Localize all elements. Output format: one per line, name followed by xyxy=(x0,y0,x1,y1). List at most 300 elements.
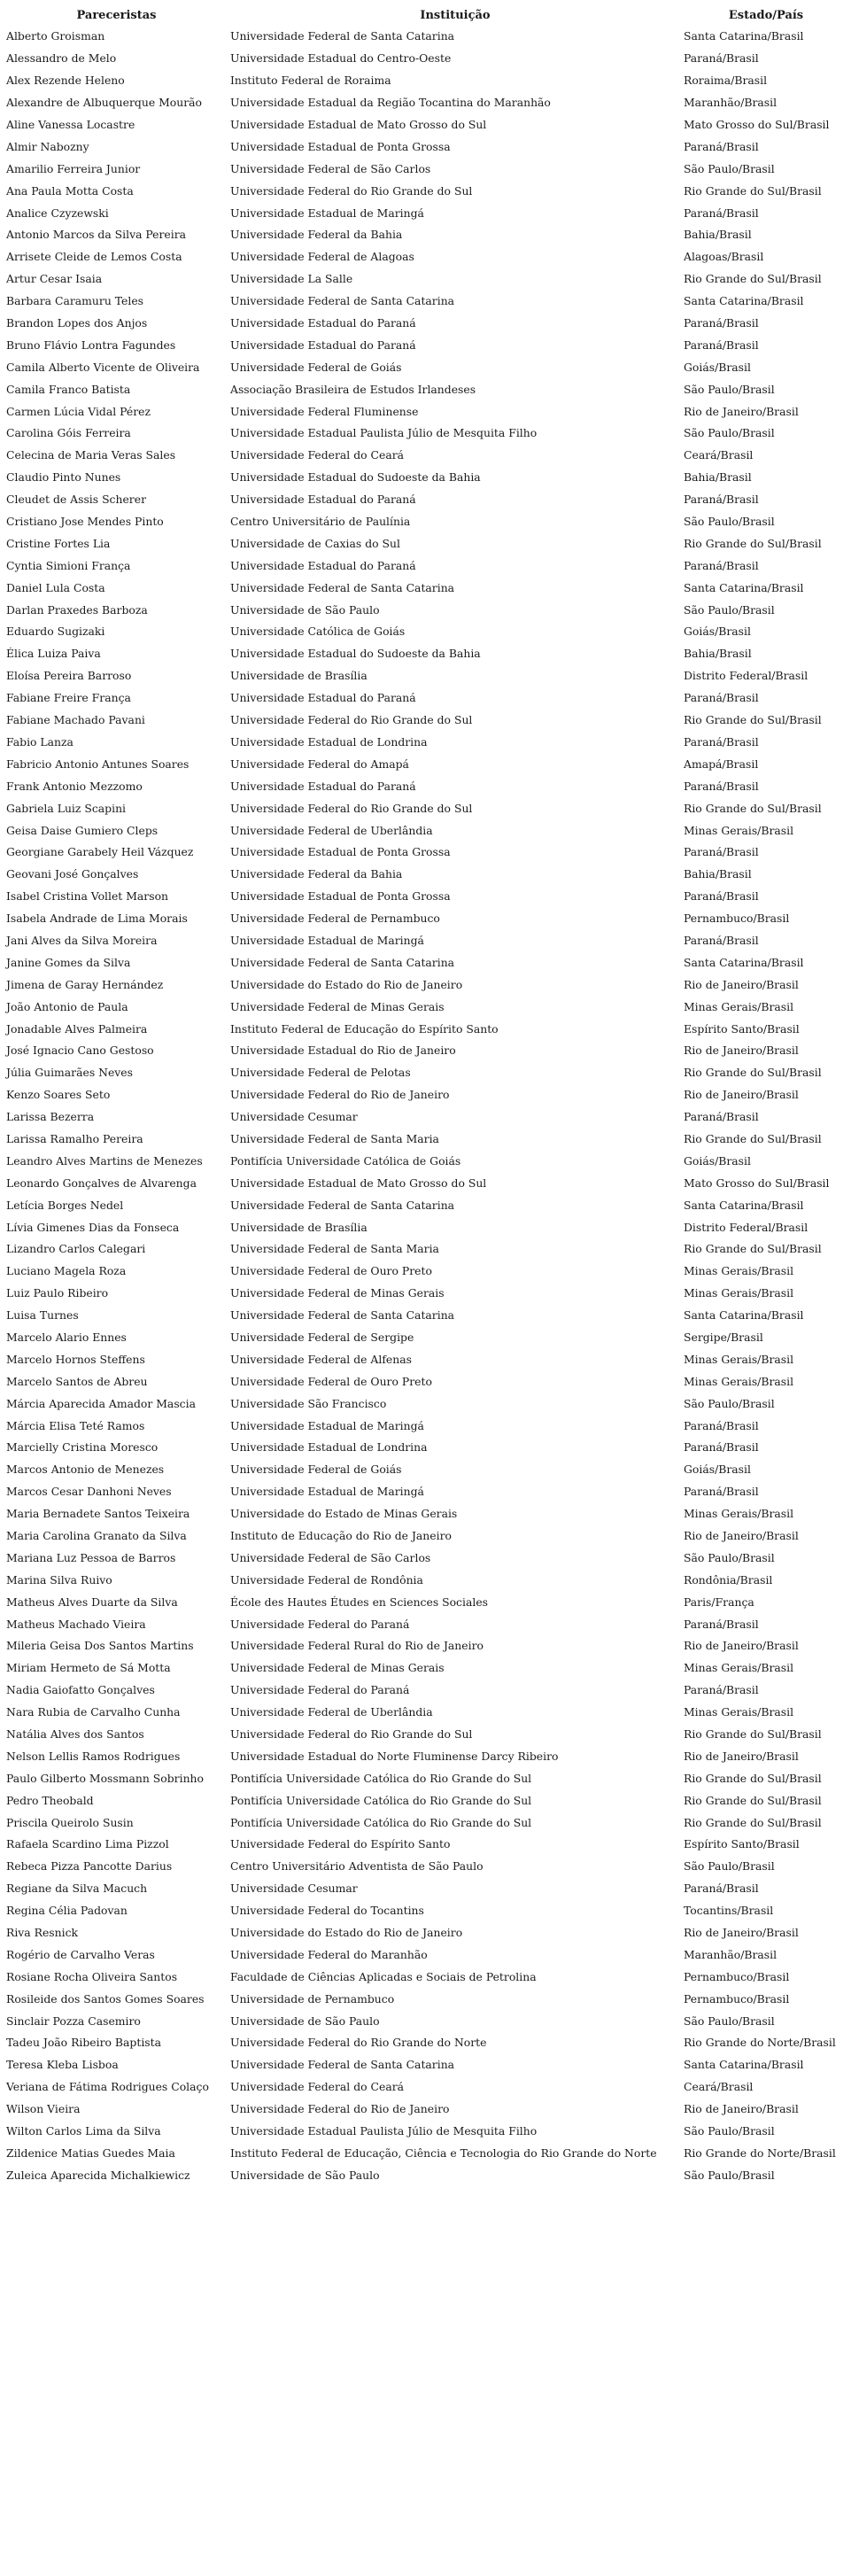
table-row xyxy=(4,864,850,886)
reviewer-name-cell: Isabela Andrade de Lima Morais xyxy=(6,912,188,926)
institution-cell: Universidade Federal de Goiás xyxy=(230,1463,402,1477)
table-row xyxy=(4,356,850,378)
institution-cell: Universidade Estadual do Centro-Oeste xyxy=(230,51,452,66)
reviewer-name-cell: Teresa Kleba Lisboa xyxy=(6,2058,119,2072)
state-country-cell: Rio de Janeiro/Brasil xyxy=(684,1529,799,1542)
table-row xyxy=(4,1547,850,1569)
reviewer-name-cell: Tadeu João Ribeiro Baptista xyxy=(6,2036,162,2050)
reviewer-name-cell: Camila Alberto Vicente de Oliveira xyxy=(6,360,200,374)
institution-cell: Instituto de Educação do Rio de Janeiro xyxy=(230,1529,452,1542)
state-country-cell: Minas Gerais/Brasil xyxy=(684,1661,794,1675)
reviewer-name-cell: Jani Alves da Silva Moreira xyxy=(6,933,158,947)
table-row xyxy=(4,1745,850,1767)
reviewer-name-cell: Marcelo Hornos Steffens xyxy=(6,1352,145,1366)
institution-cell: Universidade Estadual do Sudoeste da Bahia xyxy=(230,647,481,661)
reviewer-name-cell: Fabiane Freire França xyxy=(6,691,131,705)
table-row xyxy=(4,732,850,754)
institution-cell: Universidade Federal de Santa Maria xyxy=(230,1131,439,1145)
reviewer-name-cell: Marcielly Cristina Moresco xyxy=(6,1440,159,1455)
header-institution: Instituição xyxy=(420,9,491,22)
table-row xyxy=(4,1702,850,1724)
state-country-cell: Rio Grande do Sul/Brasil xyxy=(684,1131,822,1145)
table-row xyxy=(4,246,850,268)
table-row xyxy=(4,797,850,819)
reviewer-name-cell: Paulo Gilberto Mossmann Sobrinho xyxy=(6,1771,204,1785)
reviewer-name-cell: Pedro Theobald xyxy=(6,1793,94,1807)
reviewer-name-cell: Lívia Gimenes Dias da Fonseca xyxy=(6,1220,180,1234)
institution-cell: Universidade Estadual do Paraná xyxy=(230,316,416,330)
institution-cell: Universidade Estadual de Mato Grosso do Sul xyxy=(230,118,487,131)
state-country-cell: Paraná/Brasil xyxy=(684,933,759,947)
institution-cell: Universidade do Estado do Rio de Janeiro xyxy=(230,1926,463,1940)
state-country-cell: São Paulo/Brasil xyxy=(684,1859,775,1874)
reviewer-name-cell: Nelson Lellis Ramos Rodrigues xyxy=(6,1749,181,1763)
institution-cell: Universidade Católica de Goiás xyxy=(230,625,406,639)
table-row xyxy=(4,1789,850,1812)
reviewer-name-cell: Barbara Caramuru Teles xyxy=(6,294,144,308)
state-country-cell: Ceará/Brasil xyxy=(684,448,754,462)
table-row xyxy=(4,1216,850,1238)
reviewer-name-cell: Maria Carolina Granato da Silva xyxy=(6,1529,187,1542)
state-country-cell: Rio de Janeiro/Brasil xyxy=(684,1639,799,1653)
institution-cell: Universidade de São Paulo xyxy=(230,2168,380,2182)
reviewer-name-cell: Kenzo Soares Seto xyxy=(6,1088,111,1102)
header-state-country: Estado/País xyxy=(728,9,804,22)
state-country-cell: São Paulo/Brasil xyxy=(684,382,775,396)
state-country-cell: Rio Grande do Sul/Brasil xyxy=(684,1727,822,1742)
state-country-cell: Paraná/Brasil xyxy=(684,691,759,705)
institution-cell: Universidade Federal do Rio Grande do Sul xyxy=(230,713,473,727)
reviewer-name-cell: Arrisete Cleide de Lemos Costa xyxy=(6,250,182,264)
state-country-cell: Minas Gerais/Brasil xyxy=(684,1507,794,1521)
table-row xyxy=(4,1812,850,1834)
institution-cell: Universidade Estadual de Ponta Grossa xyxy=(230,845,451,859)
institution-cell: Universidade Federal do Rio Grande do Norte xyxy=(230,2036,487,2050)
table-row xyxy=(4,1657,850,1680)
table-row xyxy=(4,2121,850,2143)
reviewer-name-cell: Frank Antonio Mezzomo xyxy=(6,779,143,793)
institution-cell: Universidade Estadual da Região Tocantina do Maranhão xyxy=(230,96,551,110)
state-country-cell: Distrito Federal/Brasil xyxy=(684,1220,808,1234)
state-country-cell: Paraná/Brasil xyxy=(684,1617,759,1631)
reviewer-name-cell: Mariana Luz Pessoa de Barros xyxy=(6,1550,176,1564)
reviewer-name-cell: Larissa Bezerra xyxy=(6,1110,95,1124)
institution-cell: Universidade Federal de Santa Catarina xyxy=(230,294,455,308)
state-country-cell: Minas Gerais/Brasil xyxy=(684,1374,794,1388)
reviewer-name-cell: Antonio Marcos da Silva Pereira xyxy=(6,228,187,242)
reviewer-name-cell: Camila Franco Batista xyxy=(6,382,131,396)
table-row xyxy=(4,687,850,710)
reviewer-name-cell: Luisa Turnes xyxy=(6,1308,79,1323)
state-country-cell: Rio de Janeiro/Brasil xyxy=(684,1749,799,1763)
table-row xyxy=(4,996,850,1018)
table-row xyxy=(4,532,850,555)
reviewer-name-cell: Nara Rubia de Carvalho Cunha xyxy=(6,1705,181,1719)
reviewer-name-cell: Jimena de Garay Hernández xyxy=(6,977,164,991)
reviewer-name-cell: Georgiane Garabely Heil Vázquez xyxy=(6,845,194,859)
institution-cell: Instituto Federal de Educação, Ciência e Tecnologia do Rio Grande do Norte xyxy=(230,2145,657,2160)
reviewer-name-cell: Rebeca Pizza Pancotte Darius xyxy=(6,1859,173,1874)
reviewer-name-cell: Cleudet de Assis Scherer xyxy=(6,493,146,507)
state-country-cell: São Paulo/Brasil xyxy=(684,1396,775,1410)
institution-cell: Universidade Federal da Bahia xyxy=(230,867,403,881)
reviewer-name-cell: Darlan Praxedes Barboza xyxy=(6,602,148,617)
table-row xyxy=(4,2164,850,2186)
reviewer-name-cell: Regina Célia Padovan xyxy=(6,1904,128,1918)
table-row xyxy=(4,1459,850,1481)
state-country-cell: Pernambuco/Brasil xyxy=(684,912,790,926)
institution-cell: Universidade Federal do Espírito Santo xyxy=(230,1837,451,1851)
institution-cell: Centro Universitário de Paulínia xyxy=(230,515,411,529)
reviewer-name-cell: Wilton Carlos Lima da Silva xyxy=(6,2124,161,2138)
institution-cell: Universidade Estadual Paulista Júlio de Mesquita Filho xyxy=(230,426,538,440)
institution-cell: Pontifícia Universidade Católica do Rio Grande do Sul xyxy=(230,1771,532,1785)
institution-cell: Universidade Federal de Pelotas xyxy=(230,1066,411,1080)
reviewer-name-cell: José Ignacio Cano Gestoso xyxy=(6,1044,154,1058)
institution-cell: École des Hautes Études en Sciences Sociales xyxy=(230,1594,489,1609)
institution-cell: Universidade Federal do Amapá xyxy=(230,757,409,771)
state-country-cell: Rio Grande do Sul/Brasil xyxy=(684,272,822,286)
table-row xyxy=(4,400,850,423)
state-country-cell: Pernambuco/Brasil xyxy=(684,1991,790,2006)
state-country-cell: Santa Catarina/Brasil xyxy=(684,2058,804,2072)
reviewer-name-cell: Alessandro de Melo xyxy=(6,51,117,66)
table-row xyxy=(4,1305,850,1327)
state-country-cell: Paraná/Brasil xyxy=(684,493,759,507)
institution-cell: Universidade Federal de Alagoas xyxy=(230,250,414,264)
state-country-cell: Paraná/Brasil xyxy=(684,734,759,749)
institution-cell: Universidade Estadual de Ponta Grossa xyxy=(230,139,451,153)
institution-cell: Universidade Federal do Ceará xyxy=(230,2080,405,2094)
reviewer-name-cell: Fabricio Antonio Antunes Soares xyxy=(6,757,190,771)
state-country-cell: Rio de Janeiro/Brasil xyxy=(684,1044,799,1058)
table-row xyxy=(4,1172,850,1194)
state-country-cell: Rio Grande do Sul/Brasil xyxy=(684,1815,822,1829)
institution-cell: Universidade Estadual do Paraná xyxy=(230,691,416,705)
state-country-cell: Paraná/Brasil xyxy=(684,1110,759,1124)
reviewer-name-cell: Riva Resnick xyxy=(6,1926,79,1940)
state-country-cell: Bahia/Brasil xyxy=(684,228,752,242)
state-country-cell: Paraná/Brasil xyxy=(684,316,759,330)
institution-cell: Universidade Federal de Uberlândia xyxy=(230,823,433,837)
reviewer-name-cell: Analice Czyzewski xyxy=(6,206,109,220)
table-row xyxy=(4,1481,850,1503)
table-row xyxy=(4,1106,850,1129)
table-row xyxy=(4,1437,850,1459)
table-row xyxy=(4,1635,850,1657)
institution-cell: Universidade Federal do Rio Grande do Sul xyxy=(230,801,473,815)
institution-cell: Universidade Federal de Rondônia xyxy=(230,1572,423,1587)
table-row xyxy=(4,599,850,621)
state-country-cell: Minas Gerais/Brasil xyxy=(684,823,794,837)
state-country-cell: Roraima/Brasil xyxy=(684,74,768,88)
table-row xyxy=(4,2054,850,2076)
state-country-cell: Santa Catarina/Brasil xyxy=(684,580,804,594)
state-country-cell: Pernambuco/Brasil xyxy=(684,1969,790,1983)
table-row xyxy=(4,224,850,246)
state-country-cell: Santa Catarina/Brasil xyxy=(684,955,804,969)
reviewer-name-cell: Celecina de Maria Veras Sales xyxy=(6,448,176,462)
reviewer-name-cell: Fabiane Machado Pavani xyxy=(6,713,145,727)
reviewer-name-cell: Priscila Queirolo Susin xyxy=(6,1815,134,1829)
state-country-cell: Paraná/Brasil xyxy=(684,558,759,572)
institution-cell: Universidade Federal de Minas Gerais xyxy=(230,1661,445,1675)
table-row xyxy=(4,180,850,202)
institution-cell: Universidade Federal de Ouro Preto xyxy=(230,1264,432,1278)
table-row xyxy=(4,753,850,775)
reviewer-name-cell: Regiane da Silva Macuch xyxy=(6,1882,148,1896)
state-country-cell: Paraná/Brasil xyxy=(684,206,759,220)
reviewer-name-cell: Leonardo Gonçalves de Alvarenga xyxy=(6,1175,197,1190)
table-row xyxy=(4,511,850,533)
institution-cell: Pontifícia Universidade Católica de Goiás xyxy=(230,1153,461,1168)
state-country-cell: Ceará/Brasil xyxy=(684,2080,754,2094)
table-row xyxy=(4,70,850,92)
table-row xyxy=(4,1084,850,1106)
table-row xyxy=(4,1900,850,1922)
reviewer-name-cell: Larissa Ramalho Pereira xyxy=(6,1131,143,1145)
table-body xyxy=(4,26,850,2186)
reviewer-name-cell: Alberto Groisman xyxy=(6,29,105,43)
reviewer-name-cell: Janine Gomes da Silva xyxy=(6,955,131,969)
reviewer-name-cell: Natália Alves dos Santos xyxy=(6,1727,144,1742)
institution-cell: Centro Universitário Adventista de São Paulo xyxy=(230,1859,484,1874)
state-country-cell: Rondônia/Brasil xyxy=(684,1572,773,1587)
institution-cell: Universidade Estadual de Ponta Grossa xyxy=(230,889,451,904)
reviewer-name-cell: Leandro Alves Martins de Menezes xyxy=(6,1153,203,1168)
table-row xyxy=(4,1018,850,1040)
table-row xyxy=(4,775,850,797)
state-country-cell: Paraná/Brasil xyxy=(684,1418,759,1432)
state-country-cell: Maranhão/Brasil xyxy=(684,96,778,110)
institution-cell: Universidade Estadual do Sudoeste da Bahia xyxy=(230,470,481,485)
reviewer-name-cell: Eloísa Pereira Barroso xyxy=(6,669,132,683)
state-country-cell: Rio Grande do Sul/Brasil xyxy=(684,183,822,198)
table-row xyxy=(4,1680,850,1702)
institution-cell: Universidade Federal do Rio Grande do Sul xyxy=(230,183,473,198)
state-country-cell: Minas Gerais/Brasil xyxy=(684,999,794,1013)
state-country-cell: Minas Gerais/Brasil xyxy=(684,1264,794,1278)
state-country-cell: Rio de Janeiro/Brasil xyxy=(684,1088,799,1102)
state-country-cell: Santa Catarina/Brasil xyxy=(684,1308,804,1323)
reviewer-name-cell: Júlia Guimarães Neves xyxy=(6,1066,133,1080)
table-row xyxy=(4,268,850,291)
institution-cell: Universidade de São Paulo xyxy=(230,2013,380,2028)
reviewer-name-cell: Zuleica Aparecida Michalkiewicz xyxy=(6,2168,190,2182)
reviewer-name-cell: Carmen Lúcia Vidal Pérez xyxy=(6,404,151,418)
reviewer-name-cell: Brandon Lopes dos Anjos xyxy=(6,316,148,330)
institution-cell: Universidade La Salle xyxy=(230,272,353,286)
reviewer-name-cell: Marina Silva Ruivo xyxy=(6,1572,112,1587)
institution-cell: Universidade Cesumar xyxy=(230,1882,358,1896)
table-row xyxy=(4,158,850,180)
reviewer-name-cell: Geovani José Gonçalves xyxy=(6,867,139,881)
state-country-cell: Minas Gerais/Brasil xyxy=(684,1352,794,1366)
institution-cell: Pontifícia Universidade Católica do Rio Grande do Sul xyxy=(230,1793,532,1807)
state-country-cell: Maranhão/Brasil xyxy=(684,1947,778,1961)
reviewer-name-cell: Artur Cesar Isaia xyxy=(6,272,103,286)
institution-cell: Universidade Estadual do Paraná xyxy=(230,779,416,793)
reviewer-name-cell: João Antonio de Paula xyxy=(6,999,128,1013)
institution-cell: Universidade Federal do Rio de Janeiro xyxy=(230,1088,450,1102)
state-country-cell: Goiás/Brasil xyxy=(684,1463,751,1477)
institution-cell: Universidade de Caxias do Sul xyxy=(230,536,400,550)
state-country-cell: Bahia/Brasil xyxy=(684,867,752,881)
table-row xyxy=(4,1988,850,2010)
state-country-cell: Minas Gerais/Brasil xyxy=(684,1286,794,1300)
state-country-cell: Paraná/Brasil xyxy=(684,845,759,859)
table-row xyxy=(4,1525,850,1548)
header-reviewers: Pareceristas xyxy=(76,9,157,22)
table-row xyxy=(4,1261,850,1283)
state-country-cell: Bahia/Brasil xyxy=(684,647,752,661)
reviewer-name-cell: Wilson Vieira xyxy=(6,2102,81,2116)
institution-cell: Universidade Federal de Goiás xyxy=(230,360,402,374)
institution-cell: Universidade Estadual do Paraná xyxy=(230,558,416,572)
institution-cell: Universidade Federal da Bahia xyxy=(230,228,403,242)
state-country-cell: Rio de Janeiro/Brasil xyxy=(684,977,799,991)
table-row xyxy=(4,643,850,665)
institution-cell: Universidade do Estado do Rio de Janeiro xyxy=(230,977,463,991)
state-country-cell: Goiás/Brasil xyxy=(684,1153,751,1168)
state-country-cell: Rio Grande do Sul/Brasil xyxy=(684,1793,822,1807)
state-country-cell: Rio Grande do Sul/Brasil xyxy=(684,801,822,815)
state-country-cell: Rio Grande do Sul/Brasil xyxy=(684,1242,822,1256)
state-country-cell: Mato Grosso do Sul/Brasil xyxy=(684,118,830,131)
table-row xyxy=(4,378,850,400)
table-row xyxy=(4,1613,850,1635)
institution-cell: Universidade Estadual de Maringá xyxy=(230,933,424,947)
institution-cell: Universidade Federal de Santa Catarina xyxy=(230,1308,455,1323)
institution-cell: Universidade de Brasília xyxy=(230,669,367,683)
state-country-cell: São Paulo/Brasil xyxy=(684,2124,775,2138)
state-country-cell: Minas Gerais/Brasil xyxy=(684,1705,794,1719)
institution-cell: Universidade Estadual de Maringá xyxy=(230,206,424,220)
institution-cell: Universidade Federal de Santa Catarina xyxy=(230,2058,455,2072)
table-row xyxy=(4,202,850,224)
table-row xyxy=(4,1966,850,1988)
table-row xyxy=(4,1348,850,1370)
reviewer-name-cell: Zildenice Matias Guedes Maia xyxy=(6,2145,175,2160)
institution-cell: Universidade São Francisco xyxy=(230,1396,387,1410)
table-row xyxy=(4,555,850,577)
table-row xyxy=(4,2076,850,2099)
reviewer-name-cell: Aline Vanessa Locastre xyxy=(6,118,135,131)
table-row xyxy=(4,1944,850,1966)
institution-cell: Universidade Federal de Ouro Preto xyxy=(230,1374,432,1388)
table-row xyxy=(4,908,850,930)
table-row xyxy=(4,1591,850,1613)
institution-cell: Universidade Federal de Santa Catarina xyxy=(230,29,455,43)
institution-cell: Universidade Federal de São Carlos xyxy=(230,161,431,175)
reviewer-name-cell: Matheus Machado Vieira xyxy=(6,1617,146,1631)
table-row xyxy=(4,1194,850,1216)
table-row xyxy=(4,1922,850,1944)
table-row xyxy=(4,313,850,335)
institution-cell: Universidade de Pernambuco xyxy=(230,1991,395,2006)
institution-cell: Universidade Estadual de Londrina xyxy=(230,1440,428,1455)
reviewer-name-cell: Amarilio Ferreira Junior xyxy=(6,161,141,175)
state-country-cell: Rio Grande do Norte/Brasil xyxy=(684,2036,836,2050)
table-row xyxy=(4,1370,850,1393)
institution-cell: Universidade Estadual de Londrina xyxy=(230,734,428,749)
reviewer-name-cell: Almir Nabozny xyxy=(6,139,89,153)
table-row xyxy=(4,1040,850,1062)
state-country-cell: São Paulo/Brasil xyxy=(684,426,775,440)
state-country-cell: Rio de Janeiro/Brasil xyxy=(684,1926,799,1940)
table-row xyxy=(4,26,850,48)
reviewer-name-cell: Mileria Geisa Dos Santos Martins xyxy=(6,1639,194,1653)
table-row xyxy=(4,886,850,908)
reviewer-name-cell: Luiz Paulo Ribeiro xyxy=(6,1286,109,1300)
table-row xyxy=(4,1856,850,1878)
state-country-cell: Amapá/Brasil xyxy=(684,757,759,771)
state-country-cell: Paraná/Brasil xyxy=(684,1683,759,1697)
state-country-cell: Mato Grosso do Sul/Brasil xyxy=(684,1175,830,1190)
state-country-cell: Goiás/Brasil xyxy=(684,360,751,374)
table-row xyxy=(4,136,850,158)
table-row xyxy=(4,489,850,511)
reviewer-name-cell: Rogério de Carvalho Veras xyxy=(6,1947,155,1961)
table-row xyxy=(4,467,850,489)
institution-cell: Universidade Cesumar xyxy=(230,1110,358,1124)
table-row xyxy=(4,710,850,732)
reviewer-name-cell: Miriam Hermeto de Sá Motta xyxy=(6,1661,171,1675)
reviewer-name-cell: Cristiano Jose Mendes Pinto xyxy=(6,515,164,529)
reviewer-name-cell: Claudio Pinto Nunes xyxy=(6,470,121,485)
reviewer-name-cell: Fabio Lanza xyxy=(6,734,73,749)
state-country-cell: São Paulo/Brasil xyxy=(684,161,775,175)
institution-cell: Universidade Federal do Paraná xyxy=(230,1617,410,1631)
table-row xyxy=(4,621,850,643)
state-country-cell: Distrito Federal/Brasil xyxy=(684,669,808,683)
reviewer-name-cell: Nadia Gaiofatto Gonçalves xyxy=(6,1683,155,1697)
table-row xyxy=(4,1327,850,1349)
state-country-cell: Espírito Santo/Brasil xyxy=(684,1837,800,1851)
institution-cell: Universidade Federal de Sergipe xyxy=(230,1330,414,1344)
table-row xyxy=(4,665,850,687)
reviewer-name-cell: Bruno Flávio Lontra Fagundes xyxy=(6,338,176,352)
table-row xyxy=(4,291,850,313)
institution-cell: Universidade Estadual do Paraná xyxy=(230,493,416,507)
institution-cell: Universidade Federal de Pernambuco xyxy=(230,912,440,926)
table-row xyxy=(4,423,850,445)
institution-cell: Universidade Federal do Paraná xyxy=(230,1683,410,1697)
reviewer-name-cell: Cyntia Simioni França xyxy=(6,558,131,572)
institution-cell: Universidade Federal de Alfenas xyxy=(230,1352,412,1366)
institution-cell: Universidade Federal de Santa Catarina xyxy=(230,955,455,969)
state-country-cell: Paraná/Brasil xyxy=(684,1485,759,1499)
table-row xyxy=(4,1393,850,1415)
state-country-cell: Sergipe/Brasil xyxy=(684,1330,763,1344)
institution-cell: Universidade de Brasília xyxy=(230,1220,367,1234)
state-country-cell: Rio de Janeiro/Brasil xyxy=(684,2102,799,2116)
reviewer-name-cell: Matheus Alves Duarte da Silva xyxy=(6,1594,178,1609)
state-country-cell: Goiás/Brasil xyxy=(684,625,751,639)
state-country-cell: Paraná/Brasil xyxy=(684,51,759,66)
institution-cell: Universidade Federal de Santa Maria xyxy=(230,1242,439,1256)
table-row xyxy=(4,1238,850,1261)
reviewer-name-cell: Maria Bernadete Santos Teixeira xyxy=(6,1507,190,1521)
reviewer-name-cell: Márcia Aparecida Amador Mascia xyxy=(6,1396,196,1410)
institution-cell: Universidade Estadual do Paraná xyxy=(230,338,416,352)
table-row xyxy=(4,2032,850,2054)
state-country-cell: Santa Catarina/Brasil xyxy=(684,294,804,308)
state-country-cell: Rio Grande do Sul/Brasil xyxy=(684,536,822,550)
table-row xyxy=(4,445,850,467)
state-country-cell: Paris/França xyxy=(684,1594,754,1609)
table-row xyxy=(4,951,850,974)
